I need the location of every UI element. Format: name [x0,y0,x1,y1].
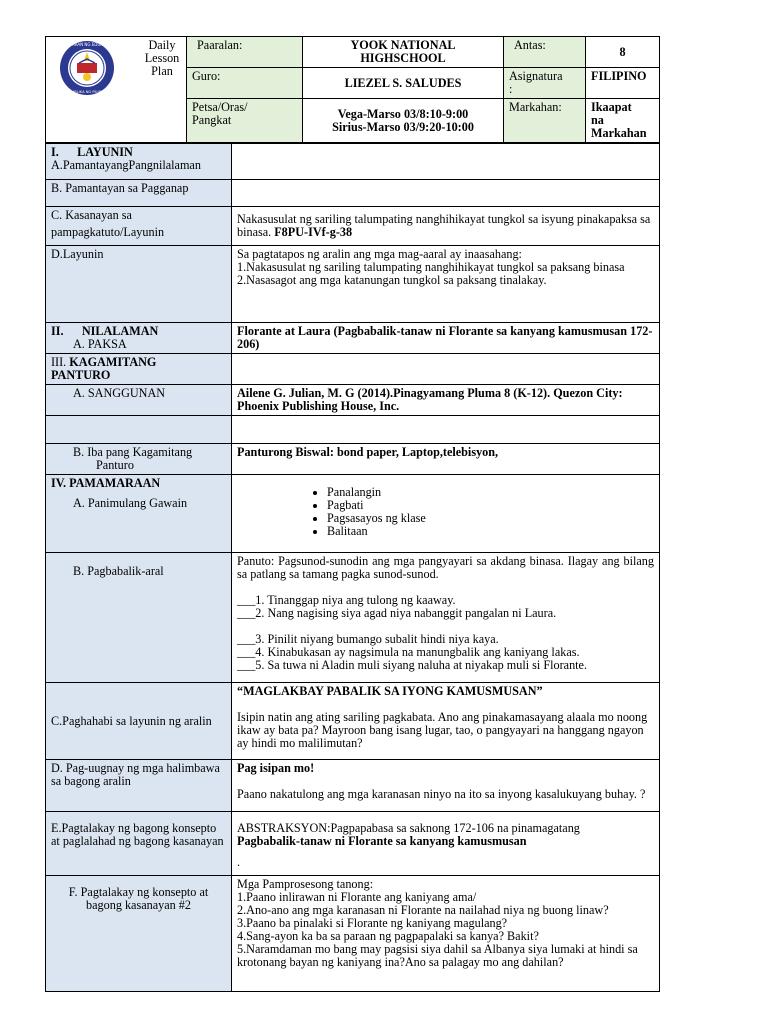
schedule-line: Sirius-Marso 03/9:20-10:00 [332,119,474,134]
kasanayan-value [232,207,660,246]
panimulang-label: A. Panimulang Gawain [73,496,188,510]
petsa-label-text: Petsa/Oras/ [192,100,248,114]
prompt-title: Pag isipan mo! [237,761,315,775]
roman-numeral: I. [51,145,59,159]
pagtalakay-label: E.Pagtalakay ng bagong konsepto at paglalahad ng bagong kasanayan [51,821,224,848]
objective-item: 2.Nasasagot ang mga katanungan tungkol sa paksang tinalakay. [237,273,547,287]
paksa-value [232,323,660,354]
sanggunan-value [232,385,660,416]
section-title: NILALAMAN [81,324,159,338]
title-line: Daily [148,38,176,52]
kasanayan-cell [46,207,232,246]
reading-title: Pagbabalik-tanaw ni Florante sa kanyang kamusmusan [237,834,527,848]
sequence-item: ___2. Nang nagising siya agad niya nabanggit pangalan ni Laura. [237,606,557,620]
section-title: PAMAMARAAN [69,476,161,490]
pag-uugnay-value [232,760,660,812]
svg-text:REPUBLIKA NG PILIPINAS: REPUBLIKA NG PILIPINAS [64,90,110,94]
markahan-value [586,99,660,143]
asignatura-colon: : [509,82,513,96]
paaralan-label-text: Paaralan: [197,38,243,52]
header-logo-cell [46,37,187,143]
guro-value [303,68,504,99]
sanggunan-label: A. SANGGUNAN [73,386,166,400]
blank-value [232,416,660,444]
paghahabi-label: C.Paghahabi sa layunin ng aralin [51,713,212,728]
guro-label-text: Guro: [192,69,221,83]
pangkat-label-text: Pangkat [192,113,232,127]
asignatura-label [504,68,586,99]
activity-title: “MAGLAKBAY PABALIK SA IYONG KAMUSMUSAN” [237,684,543,698]
objective-item: 1.Nakasusulat ng sariling talumpating nanghihikayat tungkol sa paksang binasa [237,260,625,274]
petsa-label [187,99,303,143]
kagamitan-value [232,354,660,385]
pagtalakay-value [232,812,660,876]
pamamaraan-heading [51,477,226,490]
pag-uugnay-label: D. Pag-uugnay ng mga halimbawa sa bagong aralin [51,761,220,788]
panimulang-list [237,486,654,538]
kasanayan-text: Nakasusulat ng sariling talumpating nanghihikayat tungkol sa isyung pinakapaksa sa binasa. [237,212,651,239]
quarter-line: na [591,113,604,127]
reference-text: Ailene G. Julian, M. G (2014).Pinagyamang Pluma 8 (K-12). Quezon City: Phoenix Publishing House, Inc. [237,386,623,413]
pagtalakay-2-cell [46,876,232,992]
pamantayang-pangnilalaman-label: A.PamantayangPangnilalaman [51,158,201,172]
d-layunin-label: D.Layunin [51,247,104,261]
trailing-period: . [237,855,241,869]
daily-lesson-plan-title [132,39,192,78]
subject-name: FILIPINO [591,69,647,83]
d-layunin-value [232,246,660,323]
section-title: PANTURO [51,368,111,382]
iba-kagamitan-cell [46,444,232,475]
asignatura-value [586,68,660,99]
panuto-text: Panuto: Pagsunod-sunodin ang mga pangyayari sa akdang binasa. Ilagay ang bilang sa patlang sa tamang pagka sunod-sunod. [237,554,654,581]
sequence-item: ___5. Sa tuwa ni Aladin muli siyang naluha at niyakap muli si Florante. [237,658,588,672]
materials-text: Panturong Biswal: bond paper, Laptop,telebisyon, [237,445,499,459]
iba-kagamitan-value [232,444,660,475]
teacher-name: LIEZEL S. SALUDES [344,75,462,90]
paghahabi-cell [46,683,232,760]
iba-kagamitan-label: B. Iba pang Kagamitang [73,445,193,459]
antas-value [586,37,660,68]
title-line: Plan [151,64,173,78]
school-name-line: YOOK NATIONAL [350,38,456,52]
paaralan-label [187,37,303,68]
prompt-text: Paano nakatulong ang mga karanasan ninyo na ito sa inyong kasalukuyang buhay. ? [237,787,646,801]
panimulang-value [232,475,660,553]
sequence-item: ___3. Pinilit niyang bumango subalit hindi niya kaya. [237,632,499,646]
pagtalakay-2-label: F. Pagtalakay ng konsepto at bagong kasanayan #2 [68,885,209,912]
activity-text: Isipin natin ang ating sariling pagkabata. Ano ang pinakamasayang alaala mo noong ikaw ay bata pa? Mayroon bang isang lugar, tao, o pangyayari na hanggang ngayon ay hindi mo malilimutan? [237,710,648,750]
list-item: • Balitaan [327,525,654,538]
pamantayan-pagganap-label: B. Pamantayan sa Pagganap [51,181,189,195]
pag-uugnay-cell [46,760,232,812]
paksa-label: A. PAKSA [73,337,127,351]
section-title: LAYUNIN [77,145,133,159]
competency-code: F8PU-IVf-g-38 [274,225,353,239]
quarter-line: Ikaapat [591,100,632,114]
sequence-item: ___4. Kinabukasan ay nagsimula na manungbalik ang kaniyang lakas. [237,645,580,659]
sequence-item: ___1. Tinanggap niya ang tulong ng kaaway. [237,593,456,607]
layunin-header-cell [46,144,232,180]
guro-label [187,68,303,99]
question-item: 3.Paano ba pinalaki si Florante ng kaniyang magulang? [237,916,508,930]
roman-numeral: III. [51,355,67,369]
antas-label [504,37,586,68]
question-item: 4.Sang-ayon ka ba sa paraan ng pagpapalaki sa kanya? Bakit? [237,929,539,943]
pagtalakay-2-value [232,876,660,992]
list-item: • Panalangin [327,486,654,499]
pamantayan-pagganap-value [232,180,660,207]
list-item: • Pagbati [327,499,654,512]
markahan-label [504,99,586,143]
d-layunin-cell [46,246,232,323]
grade-level: 8 [619,44,626,59]
balik-aral-value [232,553,660,683]
blank-cell [46,416,232,444]
pamantayang-pangnilalaman-value [232,144,660,180]
balik-aral-label: B. Pagbabalik-aral [73,564,164,578]
balik-aral-cell [46,553,232,683]
paaralan-value [303,37,504,68]
body-table [45,143,660,992]
deped-seal-icon [52,39,122,97]
nilalaman-cell [46,323,232,354]
lesson-plan [45,36,659,992]
kasanayan-label: pampagkatuto/Layunin [51,225,165,239]
title-line: Lesson [144,51,180,65]
asignatura-label-text: Asignatura [509,69,563,83]
roman-numeral: II. [51,324,64,338]
pamantayan-pagganap-cell [46,180,232,207]
section-title: KAGAMITANG [69,355,157,369]
paghahabi-value [232,683,660,760]
petsa-value [303,99,504,143]
question-item: 5.Naramdaman mo bang may pagsisi siya dahil sa Albanya siya lumaki at hindi sa krotonang bayan ng kaniyang ina?Ano sa palagay mo ang dahilan? [237,942,638,969]
kagamitan-cell [46,354,232,385]
pagtalakay-cell [46,812,232,876]
schedule-line: Vega-Marso 03/8:10-9:00 [337,106,469,121]
panimulang-cell [46,475,232,553]
list-item: • Pagsasayos ng klase [327,512,654,525]
iba-kagamitan-label: Panturo [96,458,134,472]
abstraksyon-text: ABSTRAKSYON:Pagpapabasa sa saknong 172-106 na pinamagatang [237,821,580,835]
markahan-label-text: Markahan: [509,100,562,114]
header-table [45,36,660,143]
question-item: 1.Paano inlirawan ni Florante ang kaniyang ama/ [237,890,477,904]
sanggunan-cell [46,385,232,416]
quarter-line: Markahan [591,126,647,140]
svg-text:KAGAWARAN NG EDUKASYON: KAGAWARAN NG EDUKASYON [57,42,117,47]
objectives-intro: Sa pagtatapos ng aralin ang mga mag-aaral ay inaasahang: [237,247,522,261]
questions-intro: Mga Pamprosesong tanong: [237,877,374,891]
paksa-text: Florante at Laura (Pagbabalik-tanaw ni Florante sa kanyang kamusmusan 172-206) [237,324,653,351]
school-name-line: HIGHSCHOOL [360,51,446,65]
antas-label-text: Antas: [514,38,546,52]
roman-numeral: IV. [51,476,67,490]
kasanayan-label: C. Kasanayan sa [51,208,132,222]
question-item: 2.Ano-ano ang mga karanasan ni Florante na nailahad niya ng buong linaw? [237,903,609,917]
